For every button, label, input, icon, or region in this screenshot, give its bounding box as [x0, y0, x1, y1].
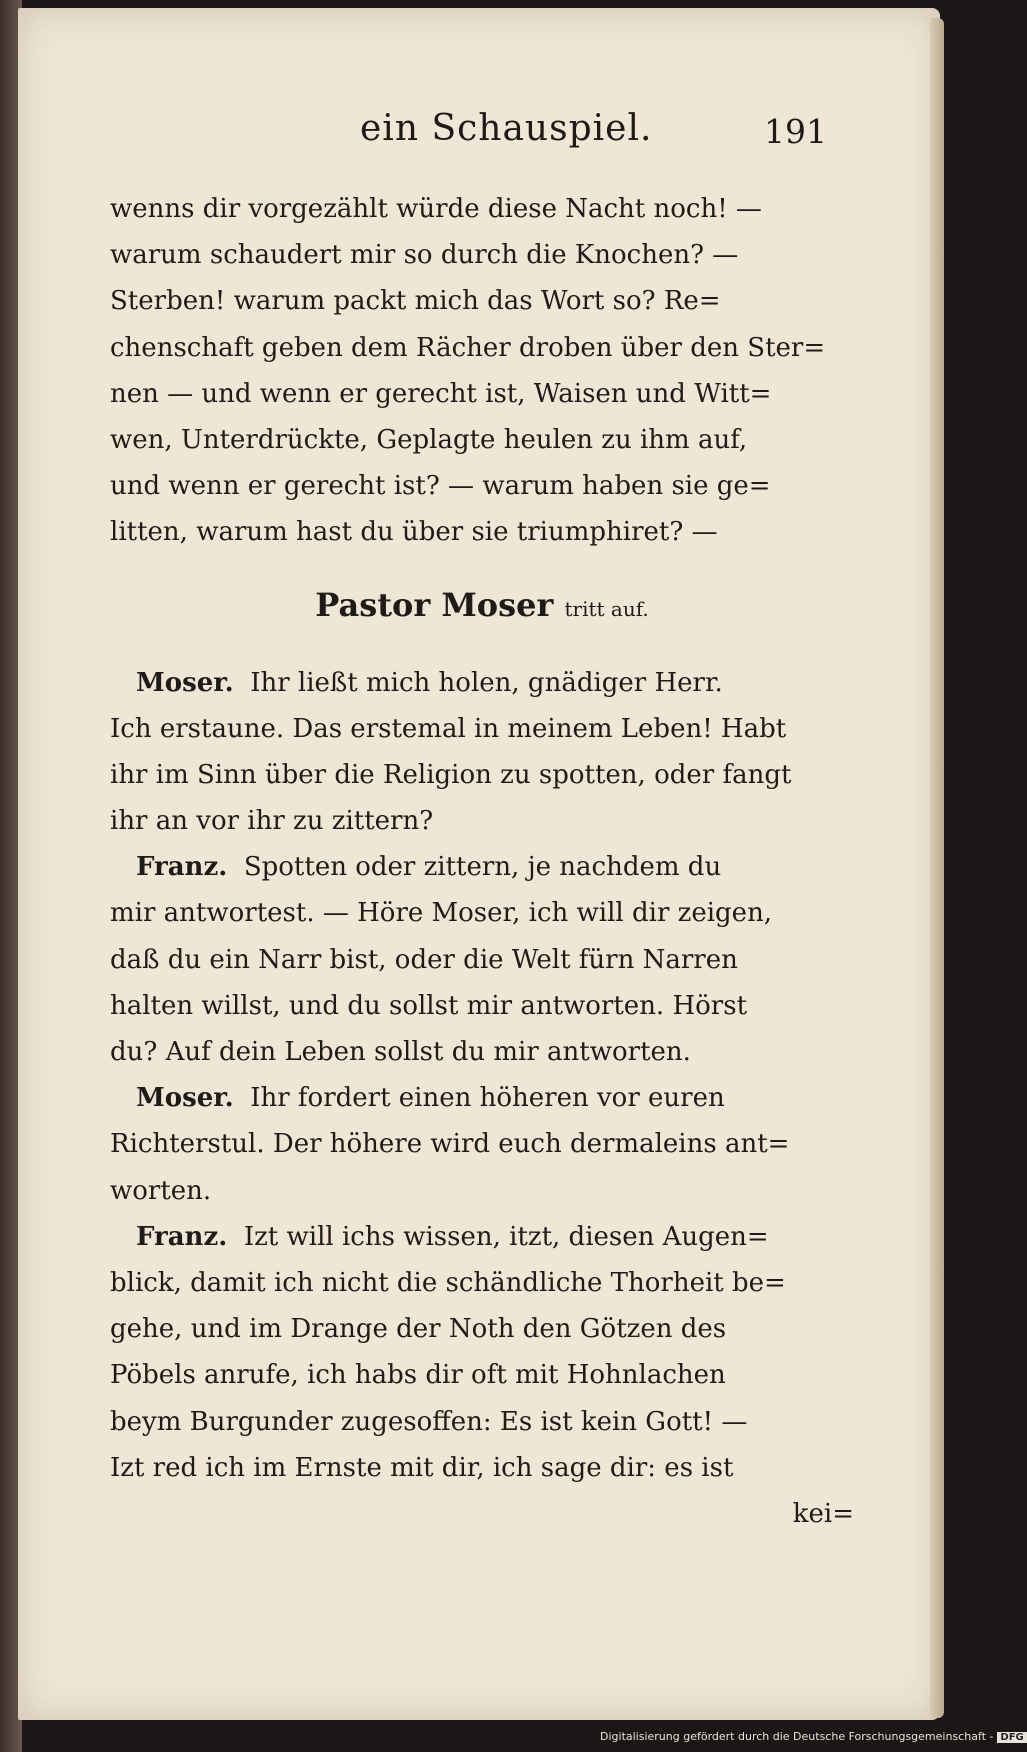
text-line — [110, 844, 854, 890]
running-head: ein Schauspiel. — [360, 108, 653, 149]
paragraph-moser-2 — [110, 1075, 854, 1214]
text-line: mir antwortest. — Höre Moser, ich will dir zeigen, — [110, 898, 773, 929]
text-line: Richterstul. Der höhere wird euch dermaleins ant= — [110, 1129, 790, 1160]
speaker-name: Moser. — [136, 667, 234, 698]
text-span: Izt will ichs wissen, itzt, diesen Augen= — [243, 1221, 769, 1252]
text-line: wen, Unterdrückte, Geplagte heulen zu ihm auf, — [110, 424, 748, 455]
text-line — [110, 660, 854, 706]
text-line: ihr an vor ihr zu zittern? — [110, 806, 434, 837]
text-line: beym Burgunder zugesoffen: Es ist kein Gott! — — [110, 1406, 748, 1437]
text-line: ihr im Sinn über die Religion zu spotten, oder fangt — [110, 759, 792, 790]
text-line: du? Auf dein Leben sollst du mir antworten. — [110, 1037, 691, 1067]
text-line: litten, warum hast du über sie triumphiret? — — [110, 517, 718, 548]
text-line: halten willst, und du sollst mir antworten. Hörst — [110, 990, 748, 1021]
credit-text: Digitalisierung gefördert durch die Deutsche Forschungsgemeinschaft - — [600, 1730, 994, 1743]
text-line: Pöbels anrufe, ich habs dir oft mit Hohnlachen — [110, 1360, 726, 1391]
text-span: Ihr fordert einen höheren vor euren — [250, 1083, 725, 1114]
paragraph-monologue — [110, 186, 854, 556]
stage-direction — [110, 570, 854, 640]
speaker-name: Franz. — [136, 852, 228, 883]
page-edge — [930, 18, 944, 1718]
text-line: worten. — [110, 1175, 212, 1206]
text-line: warum schaudert mir so durch die Knochen? — — [110, 240, 739, 271]
text-line — [110, 1075, 854, 1121]
dfg-logo: DFG — [997, 1732, 1026, 1743]
text-line: chenschaft geben dem Rächer droben über den Ster= — [110, 332, 826, 363]
text-line: wenns dir vorgezählt würde diese Nacht noch! — — [110, 194, 762, 224]
text-line: nen — und wenn er gerecht ist, Waisen und Witt= — [110, 378, 772, 409]
text-line: Izt red ich im Ernste mit dir, ich sage dir: es ist — [110, 1452, 734, 1483]
entrance-note: tritt auf. — [564, 596, 649, 621]
text-line — [110, 1214, 854, 1260]
text-line: Ich erstaune. Das erstemal in meinem Leben! Habt — [110, 713, 787, 744]
text-span: Ihr ließt mich holen, gnädiger Herr. — [250, 667, 723, 698]
paragraph-moser-1 — [110, 660, 854, 845]
speaker-name: Franz. — [136, 1221, 228, 1252]
page-text — [110, 186, 854, 1537]
character-entering: Pastor Moser — [315, 585, 554, 624]
text-line: blick, damit ich nicht die schändliche Thorheit be= — [110, 1267, 786, 1298]
digitization-credit — [600, 1730, 1024, 1748]
text-span: Spotten oder zittern, je nachdem du — [243, 852, 722, 883]
catchword: kei= — [792, 1498, 854, 1529]
text-line: daß du ein Narr bist, oder die Welt fürn Narren — [110, 944, 738, 975]
paragraph-franz-1 — [110, 844, 854, 1075]
text-line: Sterben! warum packt mich das Wort so? Re= — [110, 286, 721, 317]
paragraph-franz-2 — [110, 1214, 854, 1491]
speaker-name: Moser. — [136, 1083, 234, 1114]
page-number: 191 — [764, 112, 827, 151]
text-line: und wenn er gerecht ist? — warum haben sie ge= — [110, 471, 771, 502]
text-line: gehe, und im Drange der Noth den Götzen des — [110, 1314, 727, 1345]
